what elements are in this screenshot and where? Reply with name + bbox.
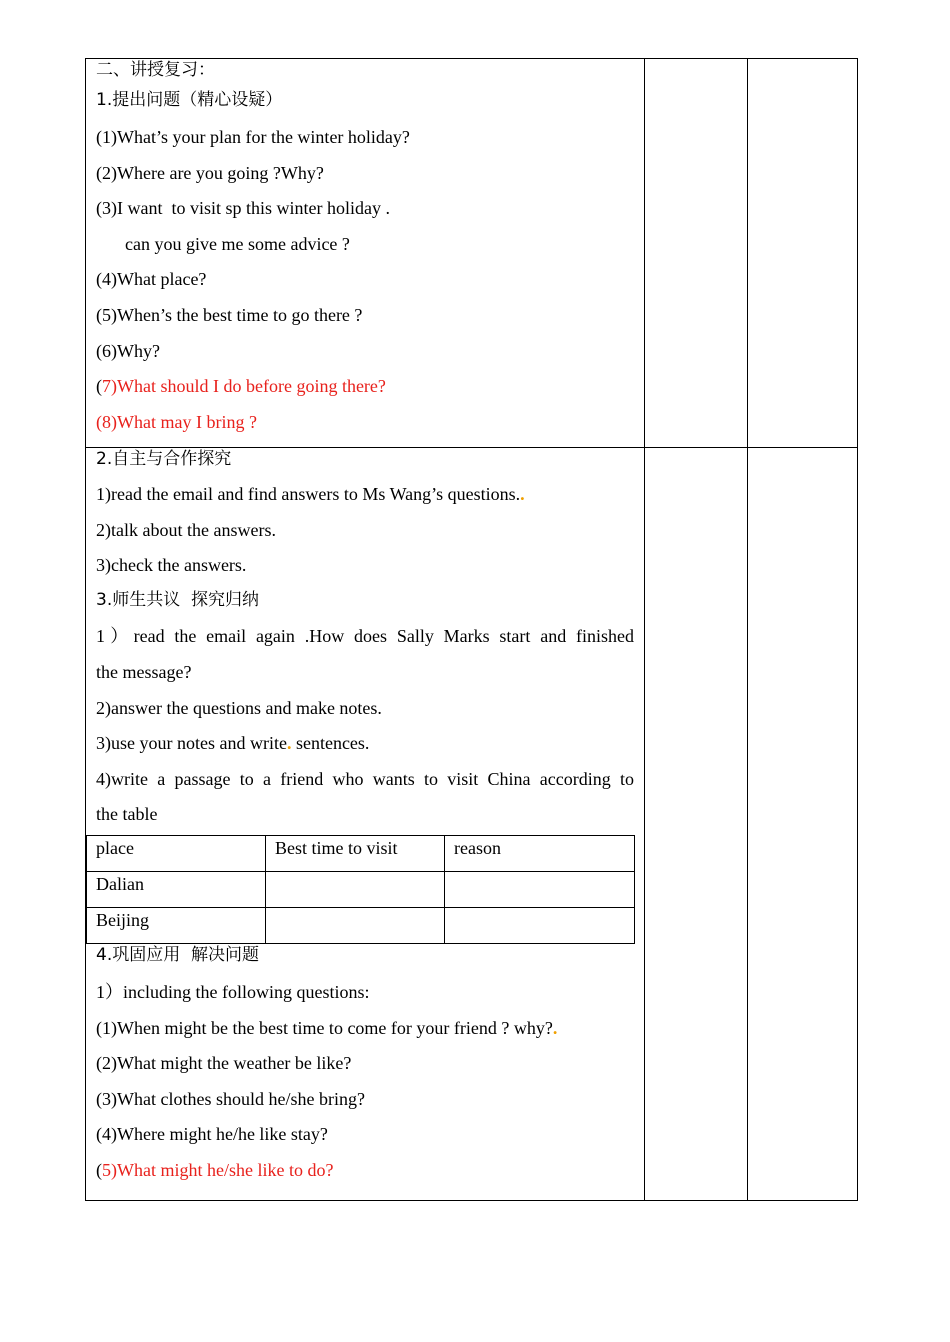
visit-table-header [87, 835, 635, 871]
lesson-plan-table [85, 58, 858, 1201]
review-cell [86, 59, 645, 448]
apply-question-5: (5)What might he/she like to do? [96, 1159, 334, 1180]
empty-cell [748, 59, 858, 448]
header-reason: reason [445, 835, 635, 871]
row-review [86, 59, 858, 448]
section3-heading: 3.师生共议 探究归纳 [96, 589, 260, 610]
question-5: (5)When’s the best time to go there ? [96, 304, 363, 325]
place-cell: Beijing [87, 907, 266, 943]
empty-cell [748, 448, 858, 1201]
time-cell [266, 907, 445, 943]
header-place: place [87, 835, 266, 871]
discuss-item-3: 3)use your notes and write. sentences. [96, 733, 370, 754]
discuss-item-1-cont: the message? [96, 661, 192, 682]
explore-item-1: 1)read the email and find answers to Ms Wang’s questions.. [96, 484, 525, 504]
table-row [87, 907, 635, 943]
apply-question-2: (2)What might the weather be like? [96, 1053, 352, 1074]
apply-intro: 1）including the following questions: [96, 981, 370, 1002]
apply-question-1: (1)When might be the best time to come for your friend ? why?. [96, 1017, 558, 1038]
section4-heading: 4.巩固应用 解决问题 [96, 944, 260, 965]
explore-item-3: 3)check the answers. [96, 555, 247, 576]
section-heading: 二、讲授复习： [96, 60, 215, 80]
question-7: (7)What should I do before going there? [96, 376, 386, 397]
question-2: (2)Where are you going ?Why? [96, 162, 324, 183]
visit-table [86, 835, 635, 944]
table-row [87, 871, 635, 907]
discuss-item-2: 2)answer the questions and make notes. [96, 697, 382, 718]
apply-question-4: (4)Where might he/he like stay? [96, 1124, 328, 1145]
section2-heading: 2.自主与合作探究 [96, 449, 232, 469]
empty-cell [645, 59, 748, 448]
explore-cell [86, 448, 645, 1201]
sub-heading: 1.提出问题（精心设疑） [96, 90, 283, 110]
reason-cell [445, 907, 635, 943]
row-explore [86, 448, 858, 1201]
question-4: (4)What place? [96, 269, 207, 290]
discuss-item-4: 4)write a passage to a friend who wants to visit China according to [96, 768, 634, 789]
header-best-time: Best time to visit [266, 835, 445, 871]
discuss-item-1: 1）read the email again .How does Sally Marks start and finished [96, 626, 634, 647]
place-cell: Dalian [87, 871, 266, 907]
time-cell [266, 871, 445, 907]
question-1: (1)What’s your plan for the winter holiday? [96, 127, 410, 147]
question-3: (3)I want to visit sp this winter holiday . [96, 198, 390, 219]
question-8: (8)What may I bring ? [96, 411, 257, 432]
explore-item-2: 2)talk about the answers. [96, 519, 276, 540]
empty-cell [645, 448, 748, 1201]
reason-cell [445, 871, 635, 907]
question-3-cont: can you give me some advice ? [125, 233, 350, 254]
question-6: (6)Why? [96, 340, 160, 361]
apply-question-3: (3)What clothes should he/she bring? [96, 1088, 365, 1109]
discuss-item-4-cont: the table [96, 804, 158, 825]
